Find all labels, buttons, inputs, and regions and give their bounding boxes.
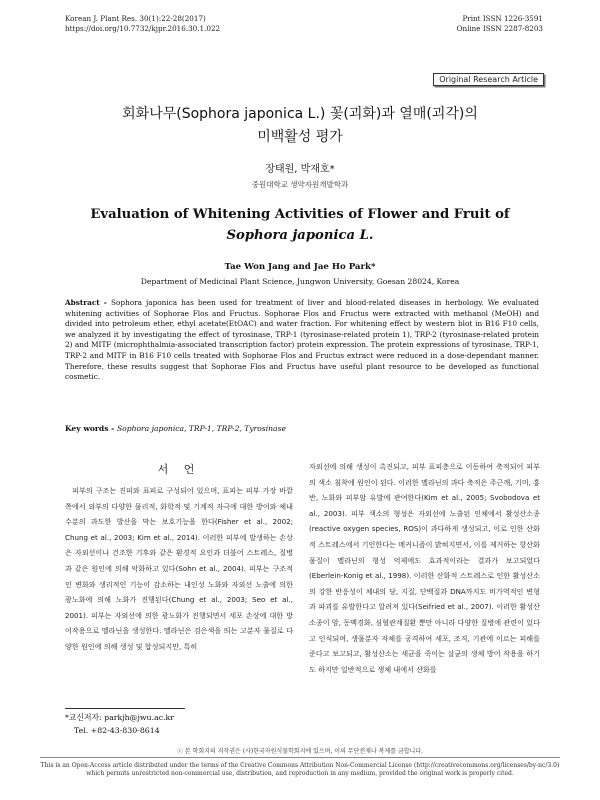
keywords xyxy=(65,424,286,433)
print-issn: Print ISSN 1226-3591 xyxy=(462,14,543,23)
license-divider xyxy=(40,757,560,758)
korean-title-line2: 미백활성 평가 xyxy=(257,129,343,145)
abstract-text: Sophora japonica has been used for treatment of liver and blood-related diseases in herbology. We evaluated whitening activities of Sophorae Flos and Fructus. Sophorae Flos and Fructus were extracted with methanol (MeOH) and divided into petroleum ether, ethyl acetate(EtOAC) and water fraction. For whitening effect by western blot in B16 F10 cells, we analyzed it by investigating the effect of tyrosinase, TRP-1 (tyrosinase-related protein 1), TRP-2 (tyrosinase-related protein 2) and MITF (microphthalmia-associated transcription factor) protein expression. The protein expressions of tyrosinase, TRP-1, TRP-2 and MITF in B16 F10 cells treated with Sophorae Flos and Fructus extract were reduced in a dose-dependant manner. Therefore, these results suggest that Sophorae Flos and Fructus have useful plant resource to be developed as functional cosmetic. xyxy=(65,298,539,382)
body-paragraph-right: 자외선에 의해 생성이 촉진되고, 피부 표피층으로 이동하여 축적되어 피부의 색소 침착에 원인이 된다. 이러한 멜라닌의 과다 축적은 주근깨, 기미, 홍반, 노화와 피부암 유발에 관여한다(Kim et al., 2005; Svobodova et al., 2003). 피부 색소의 형성은 자외선에 노출된 인체에서 활성산소종(reactive oxygen species, ROS)이 과다하게 생성되고, 이로 인한 산화적 스트레스에서 기인한다는 메커니즘이 밝혀지면서, 이를 제거하는 항산화 물질이 멜라닌의 형성 억제에도 효과적이라는 결과가 보고되었다(Eberlein-Konig et al., 1998). 이러한 산화적 스트레스로 인한 활성산소의 강한 반응성이 체내의 당, 지질, 단백질과 DNA까지도 비가역적인 변형과 파괴를 유발한다고 알려져 있다(Seifried et al., 2007). 이러한 활성산소종이 암, 동맥경화, 심혈관계질환 뿐만 아니라 다양한 질병에 관련이 있다고 인식되며, 생물분자 자체를 공격하여 세포, 조직, 기관에 이르는 피해를 준다고 보고되고, 활성산소는 세균을 죽이는 살균의 생체 방어 작용을 하기도 하지만 일반적으로 생체 내에서 산화를 xyxy=(309,462,540,674)
journal-citation: Korean J. Plant Res. 30(1):22-28(2017) xyxy=(65,14,206,23)
korean-title xyxy=(0,103,600,149)
abstract xyxy=(65,298,539,383)
license-notice: This is an Open-Access article distributed under the terms of the Creative Commons Attribution Non-Commercial License (http://creativecommons.org/licenses/by-nc/3.0) which permits unrestricted non-commercial use, distribution, and reproduction in any medium, provided the original work is properly cited. xyxy=(40,762,560,777)
copyright-notice: ⓒ 본 학회지의 저작권은 (사)한국자원식물학회지에 있으며, 이의 무단전재나 복제를 금합니다. xyxy=(176,748,424,755)
english-affiliation: Department of Medicinal Plant Science, Jungwon University, Goesan 28024, Korea xyxy=(140,277,460,286)
corresponding-tel: Tel. +82-43-830-8614 xyxy=(74,726,160,735)
english-authors: Tae Won Jang and Jae Ho Park* xyxy=(224,262,376,272)
body-column-right xyxy=(309,459,540,677)
keywords-text: Sophora japonica, TRP-1, TRP-2, Tyrosinase xyxy=(116,424,286,433)
footnote-divider xyxy=(65,708,185,709)
doi-link[interactable]: https://doi.org/10.7732/kjpr.2016.30.1.022 xyxy=(65,24,221,33)
online-issn: Online ISSN 2287-8203 xyxy=(456,24,543,33)
body-paragraph-left: 피부의 구조는 진피와 표피로 구성되어 있으며, 표피는 피부 가장 바깥쪽에서 외부의 다양한 물리적, 화학적 및 기계적 자극에 대한 방어와 체내 수분의 과도한 발산을 막는 보호기능을 한다(Fisher et al., 2002; Chung et al., 2003; Kim et al., 2014). 이러한 피부에 발생하는 손상은 자외선이나 건조한 기후와 같은 환경적 요인과 더불어 스트레스, 질병과 같은 원인에 의해 악화하고 있다(Sohn et al., 2004). 피부는 구조적인 변화와 생리적인 기능이 감소하는 내인성 노화와 자외선 노출에 의한 광노화에 의해 노화가 진행된다(Chung et al., 2003; Seo et al., 2001). 피부는 자외선에 의한 광노화가 진행되면서 세포 손상에 대한 방어작용으로 멜라닌을 생성한다. 멜라닌은 검은색을 띄는 고분자 물질로 다양한 원인에 의해 생성 및 합성되지만, 특히 xyxy=(65,486,293,651)
journal-header xyxy=(65,14,220,34)
article-type-badge: Original Research Article xyxy=(433,73,544,86)
body-column-left xyxy=(65,483,293,655)
section-title-introduction: 서 언 xyxy=(157,463,201,476)
english-title-line1: Evaluation of Whitening Activities of Flower and Fruit of xyxy=(90,207,510,222)
korean-title-line1: 회화나무(Sophora japonica L.) 꽃(괴화)과 열매(괴각)의 xyxy=(122,106,478,122)
korean-affiliation: 중원대학교 생약자원개발학과 xyxy=(251,180,349,189)
korean-authors: 장태원, 박재호* xyxy=(265,164,335,175)
abstract-label: Abstract - xyxy=(65,298,112,307)
keywords-label: Key words - xyxy=(65,424,117,433)
corresponding-author xyxy=(65,711,174,737)
corresponding-email[interactable]: *교신저자: parkjh@jwu.ac.kr xyxy=(65,713,174,722)
english-title-line2: Sophora japonica L. xyxy=(226,228,374,243)
english-title xyxy=(0,204,600,246)
issn-block xyxy=(457,14,543,34)
